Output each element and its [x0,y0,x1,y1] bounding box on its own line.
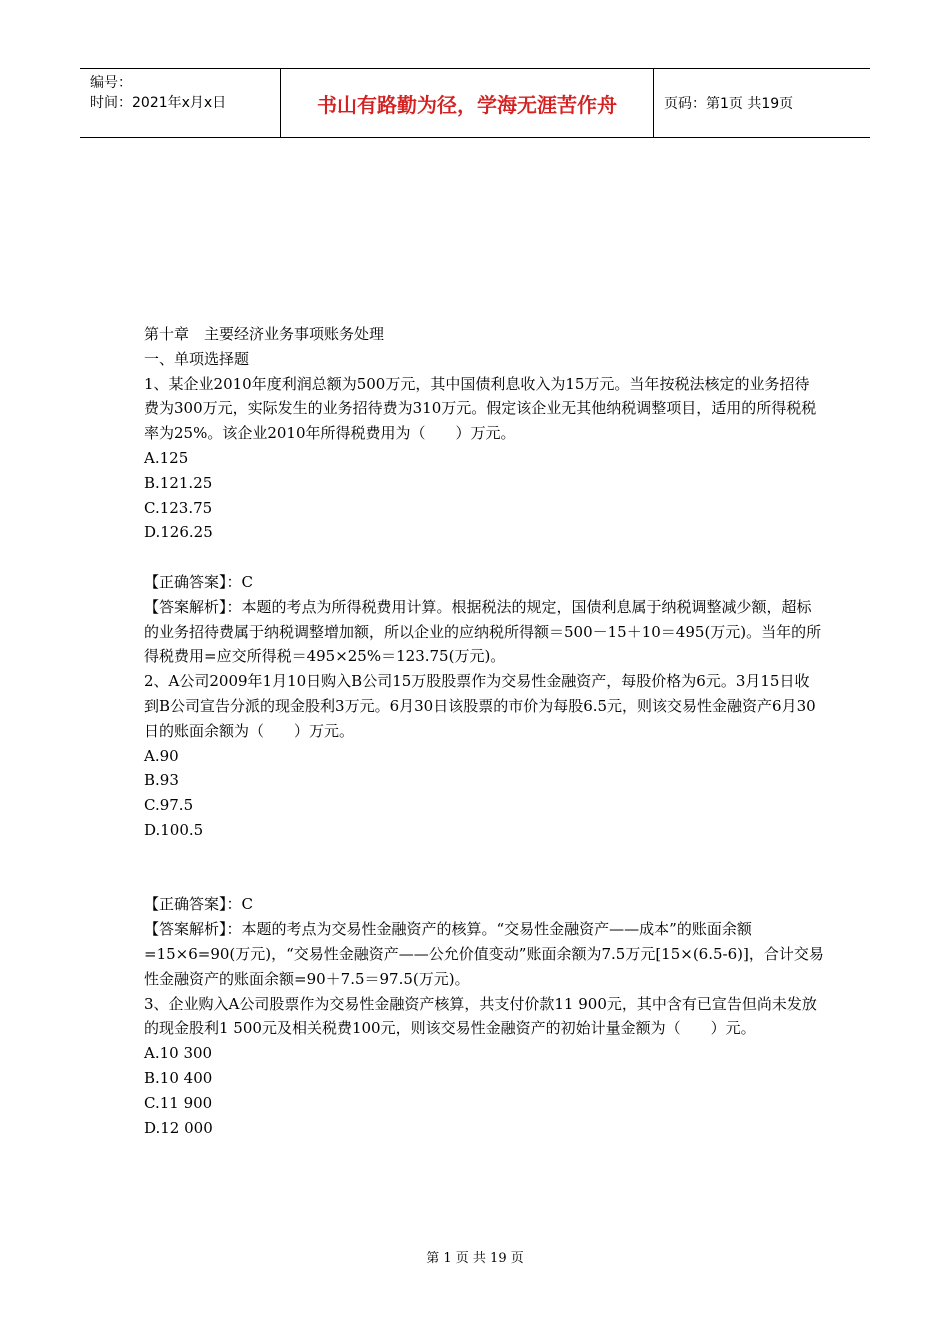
question-1-stem: 1、某企业2010年度利润总额为500万元，其中国债利息收入为15万元。当年按税法核定的业务招待费为300万元，实际发生的业务招待费为310万元。假定该企业无其他纳税调整项目，适用的所得税税率为25%。该企业2010年所得税费用为（ ）万元。 [144,374,817,443]
question-2-stem: 2、A公司2009年1月10日购入B公司15万股股票作为交易性金融资产，每股价格为6元。3月15日收到B公司宣告分派的现金股利3万元。6月30日该股票的市价为每股6.5元，则该交易性金融资产6月30日的账面余额为（ ）万元。 [144,672,816,740]
question-1-analysis: 【答案解析】：本题的考点为所得税费用计算。根据税法的规定，国债利息属于纳税调整减少额，超标的业务招待费属于纳税调整增加额，所以企业的应纳税所得额＝500－15＋10＝495(万元)。当年的所得税费用=应交所得税＝495×25%＝123.75(万元)。 [144,597,822,666]
question-2-option-a: A.90 [144,746,179,765]
header-meta [80,69,281,137]
question-3-option-a: A.10 300 [144,1044,213,1063]
question-2-option-c: C.97.5 [144,796,194,815]
question-2-option-b: B.93 [144,771,179,790]
question-1-option-c: C.123.75 [144,498,213,517]
number-label: 编号： [90,75,132,91]
question-3-stem: 3、企业购入A公司股票作为交易性金融资产核算，共支付价款11 900元，其中含有已宣告但尚未发放的现金股利1 500元及相关税费100元，则该交易性金融资产的初始计量金额为（ ）元。 [144,994,817,1038]
question-2-analysis: 【答案解析】：本题的考点为交易性金融资产的核算。“交易性金融资产——成本”的账面余额=15×6=90(万元)，“交易性金融资产——公允价值变动”账面余额为7.5万元[15×(6.5-6)]，合计交易性金融资产的账面余额=90＋7.5＝97.5(万元)。 [144,920,824,988]
header-page-info: 页码：第1页 共19页 [664,96,794,112]
question-1-answer: 【正确答案】：C [144,572,253,591]
section-title: 一、单项选择题 [144,349,250,368]
chapter-title: 第十章 主要经济业务事项账务处理 [144,325,385,343]
question-2-answer: 【正确答案】：C [144,895,253,914]
question-1-option-d: D.126.25 [144,523,213,542]
question-2-option-d: D.100.5 [144,820,204,839]
page-footer: 第 1 页 共 19 页 [426,1251,524,1266]
question-1-option-a: A.125 [144,448,189,467]
question-3-option-d: D.12 000 [144,1118,213,1137]
header-motto: 书山有路勤为径，学海无涯苦作舟 [281,69,654,137]
time-label: 时间：2021年x月x日 [90,95,227,111]
page-header [80,68,870,138]
question-3-option-b: B.10 400 [144,1068,213,1087]
question-3-option-c: C.11 900 [144,1093,213,1112]
document-body [144,322,824,1140]
question-1-option-b: B.121.25 [144,473,213,492]
